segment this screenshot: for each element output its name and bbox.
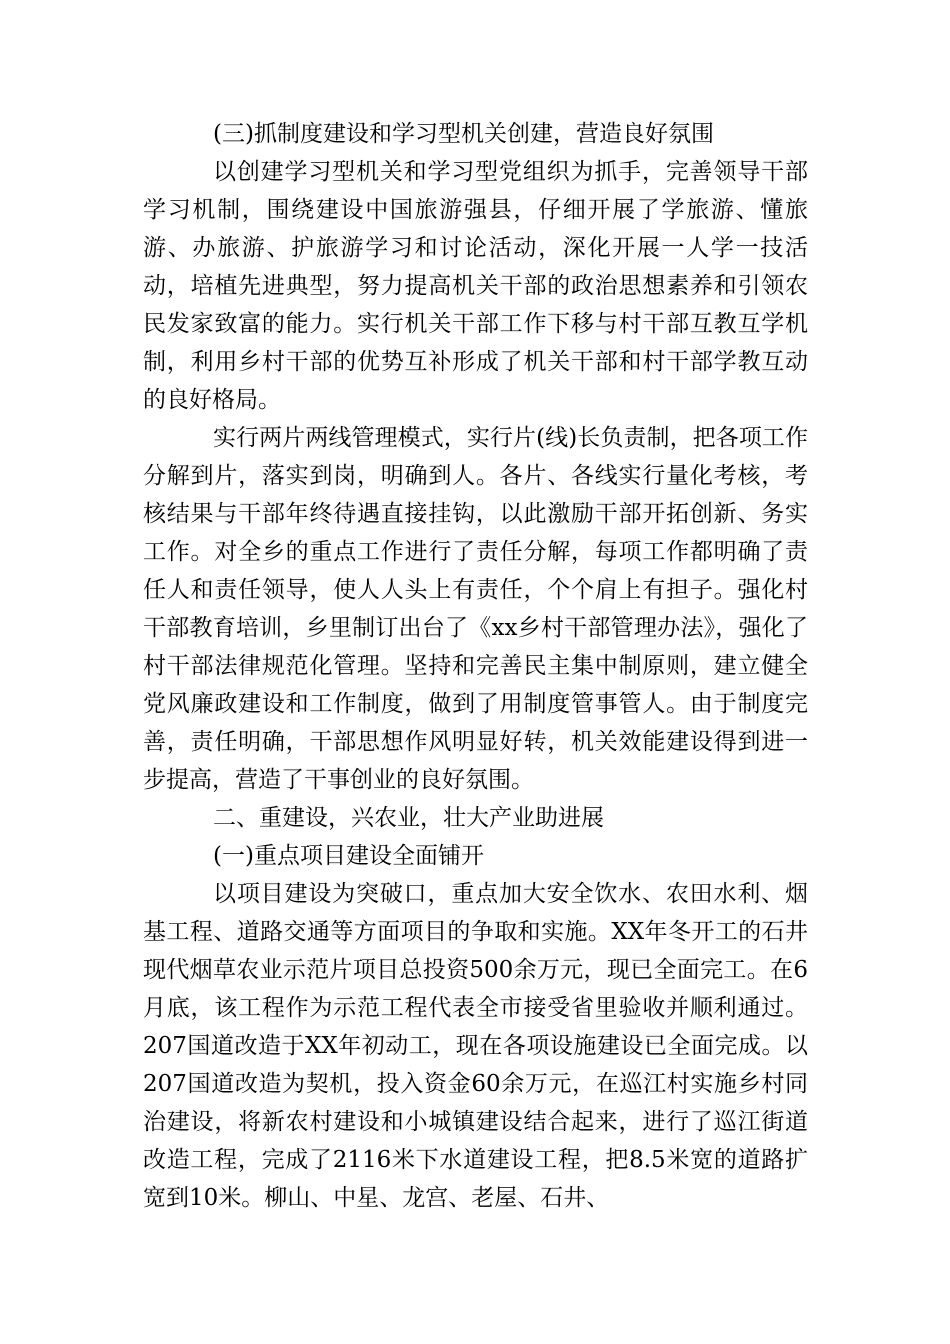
section-heading-2: 二、重建设，兴农业，壮大产业助进展 xyxy=(213,805,604,831)
paragraph-management-mode: 实行两片两线管理模式，实行片(线)长负责制，把各项工作分解到片，落实到岗，明确到人。各片、各线实行量化考核，考核结果与干部年终待遇直接挂钩，以此激励干部开拓创新、务实工作。对全乡的重点工作进行了责任分解，每项工作都明确了责任人和责任领导，使人人头上有责任，个个肩上有担子。强化村干部教育培训，乡里制订出台了《xx乡村干部管理办法》，强化了村干部法律规范化管理。坚持和完善民主集中制原则，建立健全党风廉政建设和工作制度，做到了用制度管事管人。由于制度完善，责任明确，干部思想作风明显好转，机关效能建设得到进一步提高，营造了干事创业的良好氛围。 xyxy=(143,425,808,793)
paragraph-learning-mechanism: 以创建学习型机关和学习型党组织为抓手，完善领导干部学习机制，围绕建设中国旅游强县，仔细开展了学旅游、懂旅游、办旅游、护旅游学习和讨论活动，深化开展一人学一技活动，培植先进典型，努力提高机关干部的政治思想素养和引领农民发家致富的能力。实行机关干部工作下移与村干部互教互学机制，利用乡村干部的优势互补形成了机关干部和村干部学教互动的良好格局。 xyxy=(143,159,808,413)
subsection-heading-1: (一)重点项目建设全面铺开 xyxy=(213,843,484,869)
paragraph-key-projects: 以项目建设为突破口，重点加大安全饮水、农田水利、烟基工程、道路交通等方面项目的争取和实施。XX年冬开工的石井现代烟草农业示范片项目总投资500余万元，现已全面完工。在6月底，该工程作为示范工程代表全市接受省里验收并顺利通过。207国道改造于XX年初动工，现在各项设施建设已全面完成。以207国道改造为契机，投入资金60余万元，在巡江村实施乡村同治建设，将新农村建设和小城镇建设结合起来，进行了巡江街道改造工程，完成了2116米下水道建设工程，把8.5米宽的道路扩宽到10米。柳山、中星、龙宫、老屋、石井、 xyxy=(143,881,808,1211)
document-body xyxy=(143,115,808,1217)
subsection-heading-3: (三)抓制度建设和学习型机关创建，营造良好氛围 xyxy=(213,121,714,147)
